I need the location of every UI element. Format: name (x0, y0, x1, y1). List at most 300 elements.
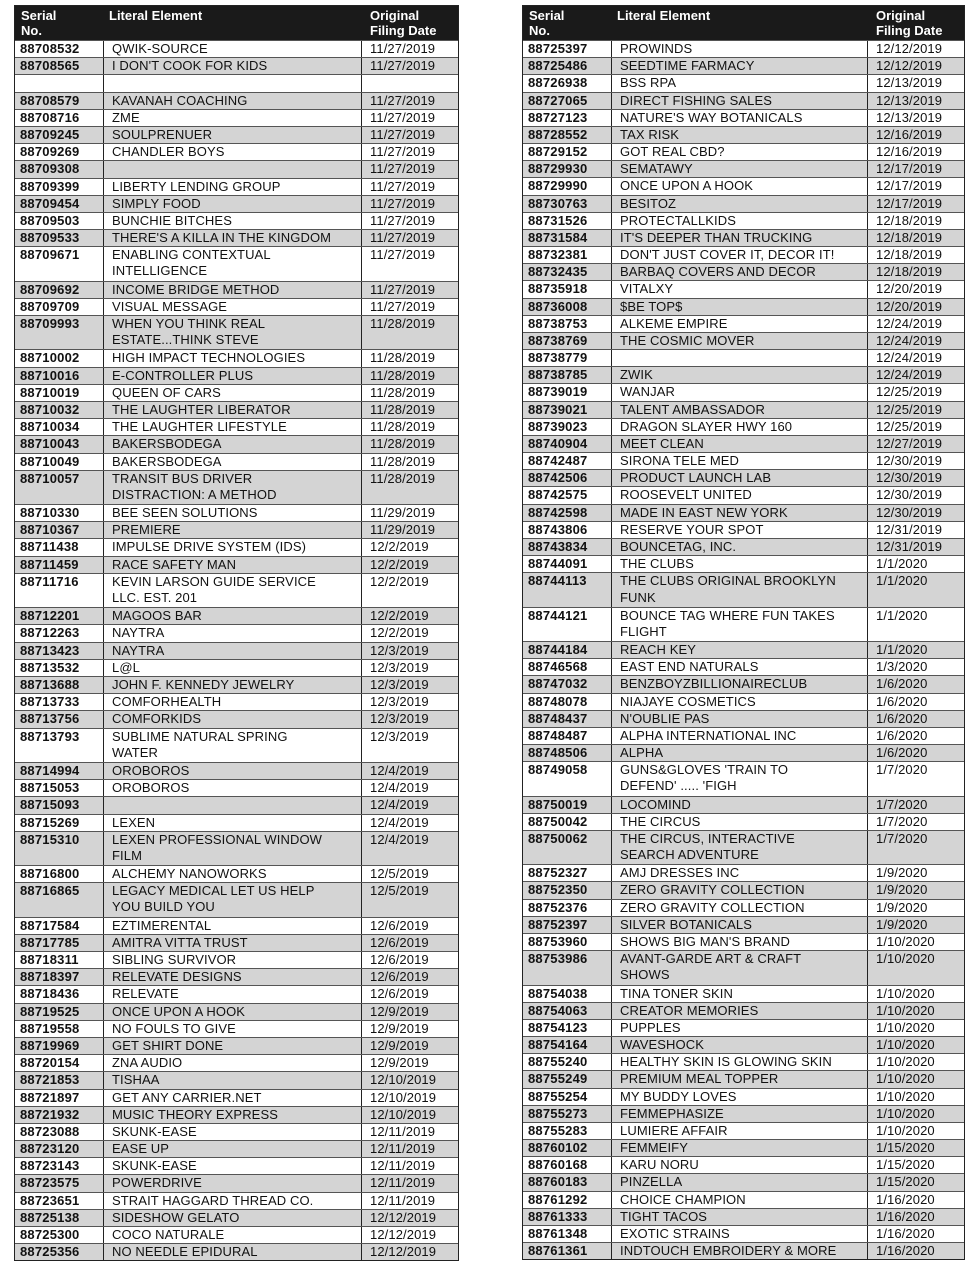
cell-date: 12/6/2019 (370, 934, 429, 950)
cell-literal: WAVESHOCK (611, 1037, 868, 1053)
table-row (15, 349, 458, 366)
cell-serial: 88738753 (528, 315, 588, 331)
table-row (523, 572, 964, 606)
cell-literal: PREMIERE (103, 522, 362, 538)
cell-literal: BAKERSBODEGA (103, 454, 362, 470)
table-row (523, 744, 964, 761)
cell-serial: 88761361 (528, 1243, 588, 1259)
cell-date: 1/7/2020 (876, 813, 928, 829)
cell-serial: 88761333 (528, 1208, 588, 1224)
cell-date: 12/2/2019 (370, 539, 429, 555)
cell-literal: EXOTIC STRAINS (611, 1226, 868, 1242)
cell-date: 12/4/2019 (370, 762, 429, 778)
table-row (523, 899, 964, 916)
table-row (15, 1209, 458, 1226)
cell-literal: POWERDRIVE (103, 1175, 362, 1191)
cell-literal: GET SHIRT DONE (103, 1038, 362, 1054)
table-row (523, 109, 964, 126)
cell-date: 12/30/2019 (876, 470, 943, 486)
cell-literal: L@L (103, 660, 362, 676)
cell-literal: GOT REAL CBD? (611, 144, 868, 160)
table-row (15, 212, 458, 229)
cell-literal: EAST END NATURALS (611, 659, 868, 675)
cell-serial: 88743806 (528, 521, 588, 537)
table-row (15, 556, 458, 573)
table-row (15, 1123, 458, 1140)
cell-serial: 88728552 (528, 126, 588, 142)
cell-serial: 88748506 (528, 745, 588, 761)
cell-literal: SIDESHOW GELATO (103, 1210, 362, 1226)
table-row (15, 246, 458, 280)
cell-literal: KARU NORU (611, 1157, 868, 1173)
cell-serial: 88750019 (528, 796, 588, 812)
cell-serial: 88721932 (20, 1106, 80, 1122)
cell-serial: 88744121 (528, 607, 588, 623)
cell-date: 12/11/2019 (370, 1141, 436, 1157)
cell-serial: 88709993 (20, 316, 80, 332)
cell-date: 12/9/2019 (370, 1037, 429, 1053)
cell-date: 1/10/2020 (876, 1054, 935, 1070)
cell-date: 1/15/2020 (876, 1174, 935, 1190)
cell-serial: 88723143 (20, 1158, 80, 1174)
table-row (15, 92, 458, 109)
cell-serial: 88725356 (20, 1244, 80, 1260)
cell-serial: 88754063 (528, 1002, 588, 1018)
cell-date: 1/1/2020 (876, 573, 928, 589)
cell-literal: PUPPLES (611, 1020, 868, 1036)
cell-serial: 88742575 (528, 487, 588, 503)
cell-date: 12/30/2019 (876, 504, 943, 520)
header-serial: Serial No. (529, 8, 565, 38)
table-row (523, 92, 964, 109)
table-row (523, 1122, 964, 1139)
table-row (15, 504, 458, 521)
cell-literal: NATURE'S WAY BOTANICALS (611, 110, 868, 126)
table-row (523, 332, 964, 349)
table-row (523, 1002, 964, 1019)
cell-serial: 88723120 (20, 1141, 80, 1157)
cell-serial: 88712263 (20, 625, 80, 641)
table-row (15, 195, 458, 212)
cell-serial: 88760102 (528, 1140, 588, 1156)
cell-serial: 88753986 (528, 951, 588, 967)
cell-date: 1/10/2020 (876, 985, 935, 1001)
cell-serial: 88715269 (20, 814, 80, 830)
cell-literal: SILVER BOTANICALS (611, 917, 868, 933)
rows-right (523, 40, 964, 1259)
table-row (523, 1242, 964, 1259)
table-row (523, 796, 964, 813)
cell-date: 11/27/2019 (370, 212, 436, 228)
table-row (15, 676, 458, 693)
cell-serial: 88713423 (20, 642, 80, 658)
cell-date: 1/16/2020 (876, 1208, 935, 1224)
cell-date: 12/10/2019 (370, 1106, 437, 1122)
cell-serial: 88721897 (20, 1089, 80, 1105)
cell-date: 12/30/2019 (876, 487, 943, 503)
cell-date: 11/27/2019 (370, 281, 436, 297)
cell-date: 1/10/2020 (876, 1019, 935, 1035)
table-row (15, 401, 458, 418)
cell-literal: JOHN F. KENNEDY JEWELRY (103, 677, 362, 693)
cell-literal: MAGOOS BAR (103, 608, 362, 624)
cell-date: 11/27/2019 (370, 144, 436, 160)
cell-serial: 88752327 (528, 865, 588, 881)
cell-serial: 88747032 (528, 676, 588, 692)
cell-literal: BSS RPA (611, 75, 868, 91)
cell-serial: 88709503 (20, 212, 80, 228)
cell-literal: EZTIMERENTAL (103, 918, 362, 934)
cell-date (362, 75, 458, 91)
table-row (15, 659, 458, 676)
cell-date: 12/10/2019 (370, 1089, 437, 1105)
cell-date: 1/6/2020 (876, 710, 928, 726)
cell-serial: 88719525 (20, 1003, 80, 1019)
cell-serial: 88709399 (20, 178, 80, 194)
cell-serial: 88729930 (528, 161, 588, 177)
cell-serial: 88725138 (20, 1209, 80, 1225)
cell-serial: 88714994 (20, 762, 80, 778)
cell-literal: PROTECTALLKIDS (611, 213, 868, 229)
cell-date: 11/27/2019 (370, 195, 436, 211)
cell-serial: 88743834 (528, 538, 588, 554)
cell-literal: ALCHEMY NANOWORKS (103, 866, 362, 882)
cell-serial: 88727065 (528, 92, 588, 108)
cell-date: 12/12/2019 (370, 1244, 437, 1260)
cell-serial: 88748078 (528, 693, 588, 709)
cell-serial: 88725300 (20, 1227, 80, 1243)
table-row (523, 761, 964, 795)
table-row (15, 573, 458, 607)
cell-literal: RESERVE YOUR SPOT (611, 522, 868, 538)
cell-date: 1/7/2020 (876, 796, 928, 812)
cell-serial: 88713532 (20, 659, 80, 675)
cell-literal: OROBOROS (103, 763, 362, 779)
cell-literal: TINA TONER SKIN (611, 986, 868, 1002)
table-row (15, 607, 458, 624)
cell-serial: 88731526 (528, 212, 588, 228)
cell-serial: 88710032 (20, 401, 80, 417)
cell-serial: 88710367 (20, 522, 80, 538)
table-row (15, 917, 458, 934)
table-row (523, 383, 964, 400)
cell-literal: RELEVATE DESIGNS (103, 969, 362, 985)
table-row (15, 367, 458, 384)
cell-serial: 88732435 (528, 264, 588, 280)
table-row (15, 693, 458, 710)
table-row (523, 555, 964, 572)
cell-date: 12/17/2019 (876, 195, 943, 211)
cell-literal: BOUNCETAG, INC. (611, 539, 868, 555)
cell-serial: 88739023 (528, 418, 588, 434)
cell-literal: HEALTHY SKIN IS GLOWING SKIN (611, 1054, 868, 1070)
rows-left (15, 40, 458, 1260)
table-row (523, 658, 964, 675)
cell-literal: E-CONTROLLER PLUS (103, 368, 362, 384)
table-row (15, 1192, 458, 1209)
table-row (523, 916, 964, 933)
cell-serial: 88729152 (528, 144, 588, 160)
cell-serial (15, 75, 103, 91)
cell-date: 1/3/2020 (876, 659, 928, 675)
cell-literal: ONCE UPON A HOOK (103, 1004, 362, 1020)
cell-date: 12/13/2019 (876, 75, 943, 91)
table-header (523, 6, 964, 40)
cell-literal: ZERO GRAVITY COLLECTION (611, 882, 868, 898)
table-row (523, 40, 964, 57)
cell-literal: BAKERSBODEGA (103, 436, 362, 452)
cell-literal: DON'T JUST COVER IT, DECOR IT! (611, 247, 868, 263)
table-row (15, 126, 458, 143)
cell-serial: 88744091 (528, 556, 588, 572)
cell-literal: BEE SEEN SOLUTIONS (103, 505, 362, 521)
table-row (523, 950, 964, 984)
table-row (523, 229, 964, 246)
cell-literal: BARBAQ COVERS AND DECOR (611, 264, 868, 280)
cell-literal: PRODUCT LAUNCH LAB (611, 470, 868, 486)
cell-serial: 88708532 (20, 41, 80, 56)
table-row (15, 710, 458, 727)
cell-date: 12/2/2019 (370, 556, 429, 572)
cell-serial: 88754164 (528, 1037, 588, 1053)
table-row (15, 143, 458, 160)
cell-date: 12/12/2019 (370, 1227, 437, 1243)
cell-literal: SEMATAWY (611, 161, 868, 177)
table-row (523, 1070, 964, 1087)
table-row (15, 1054, 458, 1071)
cell-literal: STRAIT HAGGARD THREAD CO. (103, 1193, 362, 1209)
cell-date: 12/20/2019 (876, 298, 943, 314)
table-row (15, 624, 458, 641)
cell-serial: 88755240 (528, 1054, 588, 1070)
table-row (15, 762, 458, 779)
cell-literal: CHOICE CHAMPION (611, 1192, 868, 1208)
cell-date: 12/3/2019 (370, 659, 429, 675)
cell-serial: 88710002 (20, 350, 80, 366)
cell-date: 11/27/2019 (370, 41, 436, 56)
cell-literal: CHANDLER BOYS (103, 144, 362, 160)
cell-date: 12/16/2019 (876, 126, 943, 142)
cell-serial: 88715093 (20, 797, 80, 813)
cell-literal: DIRECT FISHING SALES (611, 93, 868, 109)
cell-literal: LEXEN PROFESSIONAL WINDOW FILM (103, 832, 362, 865)
cell-literal: OROBOROS (103, 780, 362, 796)
cell-serial: 88718311 (20, 952, 79, 968)
cell-literal: NAYTRA (103, 643, 362, 659)
table-row (15, 109, 458, 126)
table-row (15, 40, 458, 57)
cell-literal: ONCE UPON A HOOK (611, 178, 868, 194)
table-row (523, 401, 964, 418)
cell-literal: EASE UP (103, 1141, 362, 1157)
cell-literal: INDTOUCH EMBROIDERY & MORE (611, 1243, 868, 1259)
cell-literal: LOCOMIND (611, 797, 868, 813)
table-row (523, 933, 964, 950)
cell-literal: AMITRA VITTA TRUST (103, 935, 362, 951)
cell-literal: THE CLUBS ORIGINAL BROOKLYN FUNK (611, 573, 868, 606)
cell-serial: 88744184 (528, 642, 588, 658)
cell-date: 11/27/2019 (370, 247, 436, 263)
cell-serial: 88725397 (528, 41, 588, 56)
table-row (523, 693, 964, 710)
table-row (523, 521, 964, 538)
table-row (523, 452, 964, 469)
table-row (523, 1139, 964, 1156)
cell-date: 11/28/2019 (370, 401, 436, 417)
cell-date: 12/13/2019 (876, 109, 943, 125)
cell-literal: THE LAUGHTER LIBERATOR (103, 402, 362, 418)
cell-date: 1/6/2020 (876, 676, 928, 692)
cell-date: 1/1/2020 (876, 607, 928, 623)
cell-date: 1/6/2020 (876, 745, 928, 761)
table-row (523, 57, 964, 74)
cell-date: 12/6/2019 (370, 969, 429, 985)
table-row (15, 1037, 458, 1054)
cell-date: 12/9/2019 (370, 1020, 429, 1036)
cell-serial: 88729990 (528, 178, 588, 194)
cell-literal: I DON'T COOK FOR KIDS (103, 58, 362, 74)
cell-serial: 88742487 (528, 453, 588, 469)
table-row (523, 675, 964, 692)
cell-date: 12/2/2019 (370, 625, 429, 641)
table-row (15, 831, 458, 865)
table-row (523, 195, 964, 212)
table-row (15, 229, 458, 246)
cell-date: 11/29/2019 (370, 522, 436, 538)
cell-serial: 88761348 (528, 1225, 588, 1241)
cell-literal: IMPULSE DRIVE SYSTEM (IDS) (103, 539, 362, 555)
cell-literal: ROOSEVELT UNITED (611, 487, 868, 503)
cell-serial: 88709692 (20, 281, 80, 297)
cell-serial: 88730763 (528, 195, 588, 211)
cell-date: 1/9/2020 (876, 882, 928, 898)
cell-date: 12/17/2019 (876, 161, 943, 177)
table-row (15, 521, 458, 538)
cell-serial: 88738779 (528, 350, 588, 366)
cell-date: 12/24/2019 (876, 350, 943, 366)
cell-literal: SIBLING SURVIVOR (103, 952, 362, 968)
table-row (523, 126, 964, 143)
cell-date: 12/31/2019 (876, 521, 943, 537)
cell-literal: PINZELLA (611, 1174, 868, 1190)
cell-literal: ENABLING CONTEXTUAL INTELLIGENCE (103, 247, 362, 280)
table-row (15, 1140, 458, 1157)
cell-serial: 88710016 (20, 367, 80, 383)
table-row (523, 280, 964, 297)
header-serial: Serial No. (21, 8, 57, 38)
cell-literal: VITALXY (611, 281, 868, 297)
cell-literal: THERE'S A KILLA IN THE KINGDOM (103, 230, 362, 246)
cell-literal: GUNS&GLOVES 'TRAIN TO DEFEND' ..... 'FIGH (611, 762, 868, 795)
table-row (523, 985, 964, 1002)
cell-literal: TALENT AMBASSADOR (611, 402, 868, 418)
cell-literal: GET ANY CARRIER.NET (103, 1090, 362, 1106)
cell-serial: 88709245 (20, 126, 80, 142)
table-row (523, 710, 964, 727)
cell-date: 11/28/2019 (370, 453, 436, 469)
table-row (15, 934, 458, 951)
cell-date: 12/20/2019 (876, 281, 943, 297)
cell-literal: WANJAR (611, 384, 868, 400)
cell-serial: 88727123 (528, 109, 588, 125)
cell-literal: NIAJAYE COSMETICS (611, 694, 868, 710)
cell-literal: SOULPRENUER (103, 127, 362, 143)
cell-serial: 88710057 (20, 470, 80, 486)
cell-date: 1/10/2020 (876, 1105, 935, 1121)
cell-literal: CREATOR MEMORIES (611, 1003, 868, 1019)
cell-literal: NAYTRA (103, 625, 362, 641)
cell-serial: 88715053 (20, 780, 80, 796)
table-row (523, 727, 964, 744)
cell-literal: SHOWS BIG MAN'S BRAND (611, 934, 868, 950)
cell-date: 12/27/2019 (876, 435, 943, 451)
cell-serial: 88712201 (20, 608, 80, 624)
cell-literal: LIBERTY LENDING GROUP (103, 179, 362, 195)
table-row (15, 178, 458, 195)
table-row (523, 212, 964, 229)
cell-date: 12/24/2019 (876, 315, 943, 331)
table-row (15, 1174, 458, 1191)
table-row (15, 1243, 458, 1260)
cell-literal: ZERO GRAVITY COLLECTION (611, 900, 868, 916)
table-row (523, 469, 964, 486)
table-row (523, 315, 964, 332)
cell-literal: COMFORKIDS (103, 711, 362, 727)
cell-date: 12/30/2019 (876, 453, 943, 469)
cell-date: 1/15/2020 (876, 1157, 935, 1173)
table-row (523, 1191, 964, 1208)
table-row (15, 470, 458, 504)
table-row (523, 1105, 964, 1122)
table-row (15, 1071, 458, 1088)
cell-date: 11/27/2019 (370, 230, 436, 246)
cell-literal: AVANT-GARDE ART & CRAFT SHOWS (611, 951, 868, 984)
table-row (523, 160, 964, 177)
cell-literal: PREMIUM MEAL TOPPER (611, 1071, 868, 1087)
cell-literal: SKUNK-EASE (103, 1124, 362, 1140)
cell-literal: NO NEEDLE EPIDURAL (103, 1244, 362, 1260)
cell-date: 11/28/2019 (370, 350, 436, 366)
cell-serial: 88755254 (528, 1088, 588, 1104)
cell-serial: 88721853 (20, 1072, 80, 1088)
cell-literal (611, 350, 868, 366)
cell-literal: THE CIRCUS, INTERACTIVE SEARCH ADVENTURE (611, 831, 868, 864)
cell-date: 1/10/2020 (876, 1122, 935, 1138)
cell-date: 12/5/2019 (370, 866, 429, 882)
table-row (15, 779, 458, 796)
cell-serial: 88748437 (528, 710, 588, 726)
cell-literal: SEEDTIME FARMACY (611, 58, 868, 74)
cell-literal: MEET CLEAN (611, 436, 868, 452)
cell-date: 1/9/2020 (876, 899, 928, 915)
cell-date: 12/4/2019 (370, 831, 429, 847)
table-row (523, 1036, 964, 1053)
cell-date: 1/10/2020 (876, 934, 935, 949)
cell-serial: 88710034 (20, 419, 80, 435)
table-row (523, 607, 964, 641)
cell-literal: INCOME BRIDGE METHOD (103, 282, 362, 298)
cell-serial: 88719969 (20, 1037, 80, 1053)
cell-date: 12/9/2019 (370, 1055, 429, 1071)
cell-date: 12/2/2019 (370, 573, 429, 589)
cell-date: 12/18/2019 (876, 247, 943, 263)
table-row (523, 830, 964, 864)
cell-literal: COMFORHEALTH (103, 694, 362, 710)
header-literal: Literal Element (109, 8, 203, 23)
cell-date: 11/27/2019 (370, 109, 436, 125)
table-row (15, 865, 458, 882)
table-row (523, 246, 964, 263)
